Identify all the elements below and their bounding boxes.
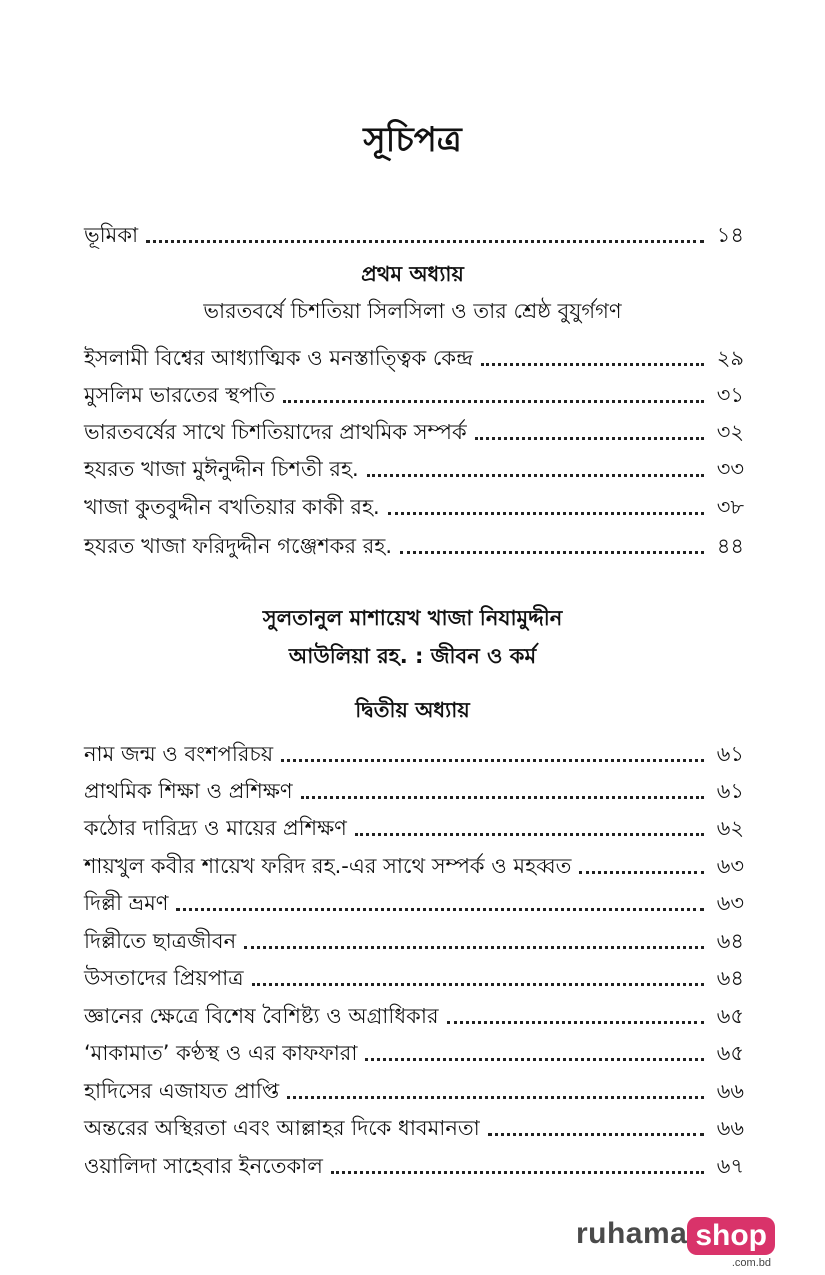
logo-domain-text: .com.bd: [731, 1257, 771, 1269]
entry-label: উসতাদের প্রিয়পাত্র: [84, 966, 244, 990]
page-number: ৬৪: [716, 966, 744, 990]
toc-entry[interactable]: [84, 918, 744, 956]
page-number: ৬১: [716, 779, 744, 803]
entry-label: হযরত খাজা ফরিদুদ্দীন গঞ্জেশকর রহ.: [84, 534, 392, 558]
entry-label: দিল্লী ভ্রমণ: [84, 891, 169, 915]
toc-entry[interactable]: [84, 805, 744, 843]
entry-label: ইসলামী বিশ্বের আধ্যাত্মিক ও মনস্তাত্ত্বিক কেন্দ্র: [84, 346, 474, 370]
entry-label: মুসলিম ভারতের স্থপতি: [84, 383, 276, 407]
entry-label: দিল্লীতে ছাত্রজীবন: [84, 929, 237, 953]
page-title: সূচিপত্র: [363, 120, 462, 160]
entry-label: ওয়ালিদা সাহেবার ইনতেকাল: [84, 1154, 323, 1178]
entry-label: অন্তরের অস্থিরতা এবং আল্লাহর দিকে ধাবমানতা: [84, 1116, 480, 1140]
toc-entry[interactable]: [84, 768, 744, 806]
page-number: ৬৩: [716, 891, 744, 915]
entry-label: শায়খুল কবীর শায়েখ ফরিদ রহ.-এর সাথে সম্পর্ক ও মহব্বত: [84, 854, 572, 878]
entry-label: ভূমিকা: [84, 223, 139, 247]
toc-entry[interactable]: [84, 372, 744, 410]
dot-leader: [579, 871, 704, 874]
page-number: ৬৬: [716, 1116, 744, 1140]
toc-entry[interactable]: [84, 409, 744, 447]
dot-leader: [146, 240, 704, 243]
dot-leader: [244, 946, 704, 949]
entry-label: হযরত খাজা মুঈনুদ্দীন চিশতী রহ.: [84, 457, 359, 481]
toc-entry[interactable]: [84, 955, 744, 993]
dot-leader: [365, 1058, 704, 1061]
page-number: ৬৫: [716, 1041, 744, 1065]
entry-label: নাম জন্ম ও বংশপরিচয়: [84, 742, 274, 766]
logo-brand-text: ruhama: [575, 1217, 688, 1250]
page-number: ৬৫: [716, 1004, 744, 1028]
entry-label: ‘মাকামাত’ কণ্ঠস্থ ও এর কাফফারা: [84, 1041, 358, 1065]
toc-entry[interactable]: [84, 446, 744, 484]
page-number: ২৯: [716, 346, 744, 370]
entry-label: জ্ঞানের ক্ষেত্রে বিশেষ বৈশিষ্ট্য ও অগ্রাধিকার: [84, 1004, 439, 1028]
dot-leader: [367, 474, 704, 477]
entry-label: ভারতবর্ষের সাথে চিশতিয়াদের প্রাথমিক সম্পর্ক: [84, 420, 467, 444]
ruhamashop-logo: [575, 1217, 775, 1269]
page-number: ৩৮: [716, 495, 744, 519]
entry-label: কঠোর দারিদ্র্য ও মায়ের প্রশিক্ষণ: [84, 816, 347, 840]
dot-leader: [252, 983, 704, 986]
toc-entry[interactable]: [84, 335, 744, 373]
dot-leader: [388, 512, 704, 515]
page-number: ১৪: [716, 223, 744, 247]
toc-entry[interactable]: [84, 523, 744, 561]
page-number: ৩২: [716, 420, 744, 444]
toc-entry[interactable]: [84, 1030, 744, 1068]
entry-label: খাজা কুতবুদ্দীন বখতিয়ার কাকী রহ.: [84, 495, 380, 519]
chapter-heading-1: প্রথম অধ্যায়: [361, 262, 464, 286]
page-number: ৪৪: [716, 534, 744, 558]
page-number: ৬২: [716, 816, 744, 840]
toc-entry[interactable]: [84, 843, 744, 881]
toc-entry[interactable]: [84, 1143, 744, 1181]
toc-entry-intro[interactable]: [84, 212, 744, 250]
page-number: ৬৬: [716, 1079, 744, 1103]
page-number: ৩৩: [716, 457, 744, 481]
section-heading-line2: আউলিয়া রহ. : জীবন ও কর্ম: [288, 644, 537, 668]
page-number: ৬৩: [716, 854, 744, 878]
dot-leader: [475, 437, 704, 440]
dot-leader: [355, 833, 704, 836]
dot-leader: [287, 1096, 704, 1099]
toc-entry[interactable]: [84, 1105, 744, 1143]
dot-leader: [283, 400, 704, 403]
page-number: ৩১: [716, 383, 744, 407]
dot-leader: [281, 759, 704, 762]
toc-entry[interactable]: [84, 880, 744, 918]
entry-label: হাদিসের এজাযত প্রাপ্তি: [84, 1079, 280, 1103]
dot-leader: [481, 363, 704, 366]
toc-entry[interactable]: [84, 1068, 744, 1106]
page-number: ৬৪: [716, 929, 744, 953]
dot-leader: [176, 908, 704, 911]
dot-leader: [447, 1021, 705, 1024]
chapter-heading-2: দ্বিতীয় অধ্যায়: [355, 698, 470, 722]
dot-leader: [400, 551, 704, 554]
dot-leader: [331, 1171, 704, 1174]
entry-label: প্রাথমিক শিক্ষা ও প্রশিক্ষণ: [84, 779, 293, 803]
page-number: ৬৭: [716, 1154, 744, 1178]
toc-entry[interactable]: [84, 731, 744, 769]
toc-entry[interactable]: [84, 993, 744, 1031]
page-number: ৬১: [716, 742, 744, 766]
section-heading-line1: সুলতানুল মাশায়েখ খাজা নিযামুদ্দীন: [262, 606, 563, 630]
dot-leader: [301, 796, 704, 799]
dot-leader: [488, 1133, 704, 1136]
logo-shop-badge: shop: [687, 1217, 775, 1255]
chapter-subtitle-1: ভারতবর্ষে চিশতিয়া সিলসিলা ও তার শ্রেষ্ঠ বুযুর্গগণ: [203, 299, 622, 323]
toc-entry[interactable]: [84, 484, 744, 522]
